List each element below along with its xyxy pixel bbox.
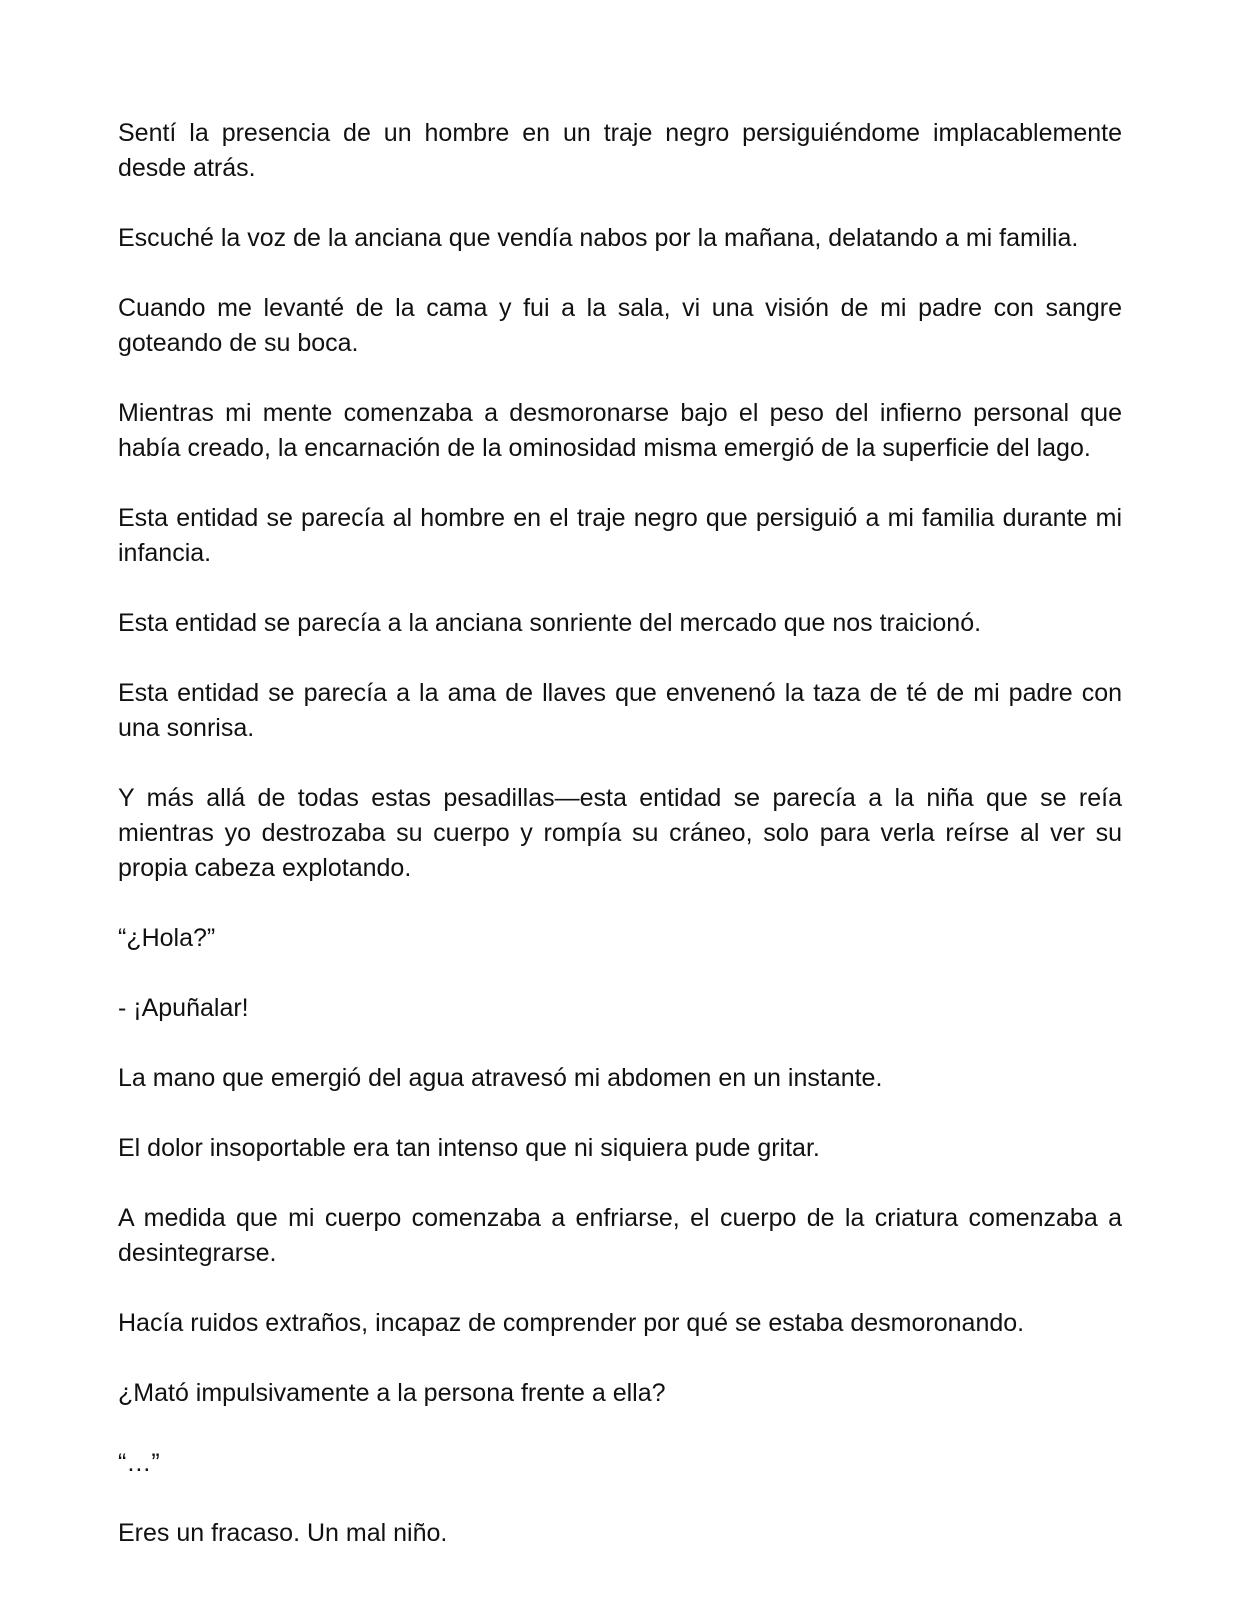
paragraph-12: El dolor insoportable era tan intenso que ni siquiera pude gritar. bbox=[118, 1134, 820, 1162]
paragraph-13: A medida que mi cuerpo comenzaba a enfriarse, el cuerpo de la criatura comenzaba a desintegrarse. bbox=[118, 1204, 1122, 1267]
paragraph-2: Escuché la voz de la anciana que vendía nabos por la mañana, delatando a mi familia. bbox=[118, 224, 1079, 252]
paragraph-8: Y más allá de todas estas pesadillas—esta entidad se parecía a la niña que se reía mientras yo destrozaba su cuerpo y rompía su cráneo, solo para verla reírse al ver su propia cabeza explotando. bbox=[118, 784, 1122, 882]
dialogue-ellipsis: “…” bbox=[118, 1449, 160, 1477]
paragraph-15: ¿Mató impulsivamente a la persona frente a ella? bbox=[118, 1379, 666, 1407]
dialogue-hola: “¿Hola?” bbox=[118, 924, 216, 952]
dialogue-apunalar: - ¡Apuñalar! bbox=[118, 994, 249, 1022]
paragraph-4: Mientras mi mente comenzaba a desmoronarse bajo el peso del infierno personal que había creado, la encarnación de la ominosidad misma emergió de la superficie del lago. bbox=[118, 399, 1122, 462]
paragraph-3: Cuando me levanté de la cama y fui a la sala, vi una visión de mi padre con sangre goteando de su boca. bbox=[118, 294, 1122, 357]
paragraph-5: Esta entidad se parecía al hombre en el traje negro que persiguió a mi familia durante mi infancia. bbox=[118, 504, 1122, 567]
paragraph-14: Hacía ruidos extraños, incapaz de comprender por qué se estaba desmoronando. bbox=[118, 1309, 1025, 1337]
paragraph-7: Esta entidad se parecía a la ama de llaves que envenenó la taza de té de mi padre con una sonrisa. bbox=[118, 679, 1122, 742]
paragraph-17: Eres un fracaso. Un mal niño. bbox=[118, 1519, 448, 1547]
paragraph-1: Sentí la presencia de un hombre en un traje negro persiguiéndome implacablemente desde atrás. bbox=[118, 119, 1122, 182]
paragraph-6: Esta entidad se parecía a la anciana sonriente del mercado que nos traicionó. bbox=[118, 609, 982, 637]
paragraph-11: La mano que emergió del agua atravesó mi abdomen en un instante. bbox=[118, 1064, 883, 1092]
document-body bbox=[118, 116, 1122, 1551]
